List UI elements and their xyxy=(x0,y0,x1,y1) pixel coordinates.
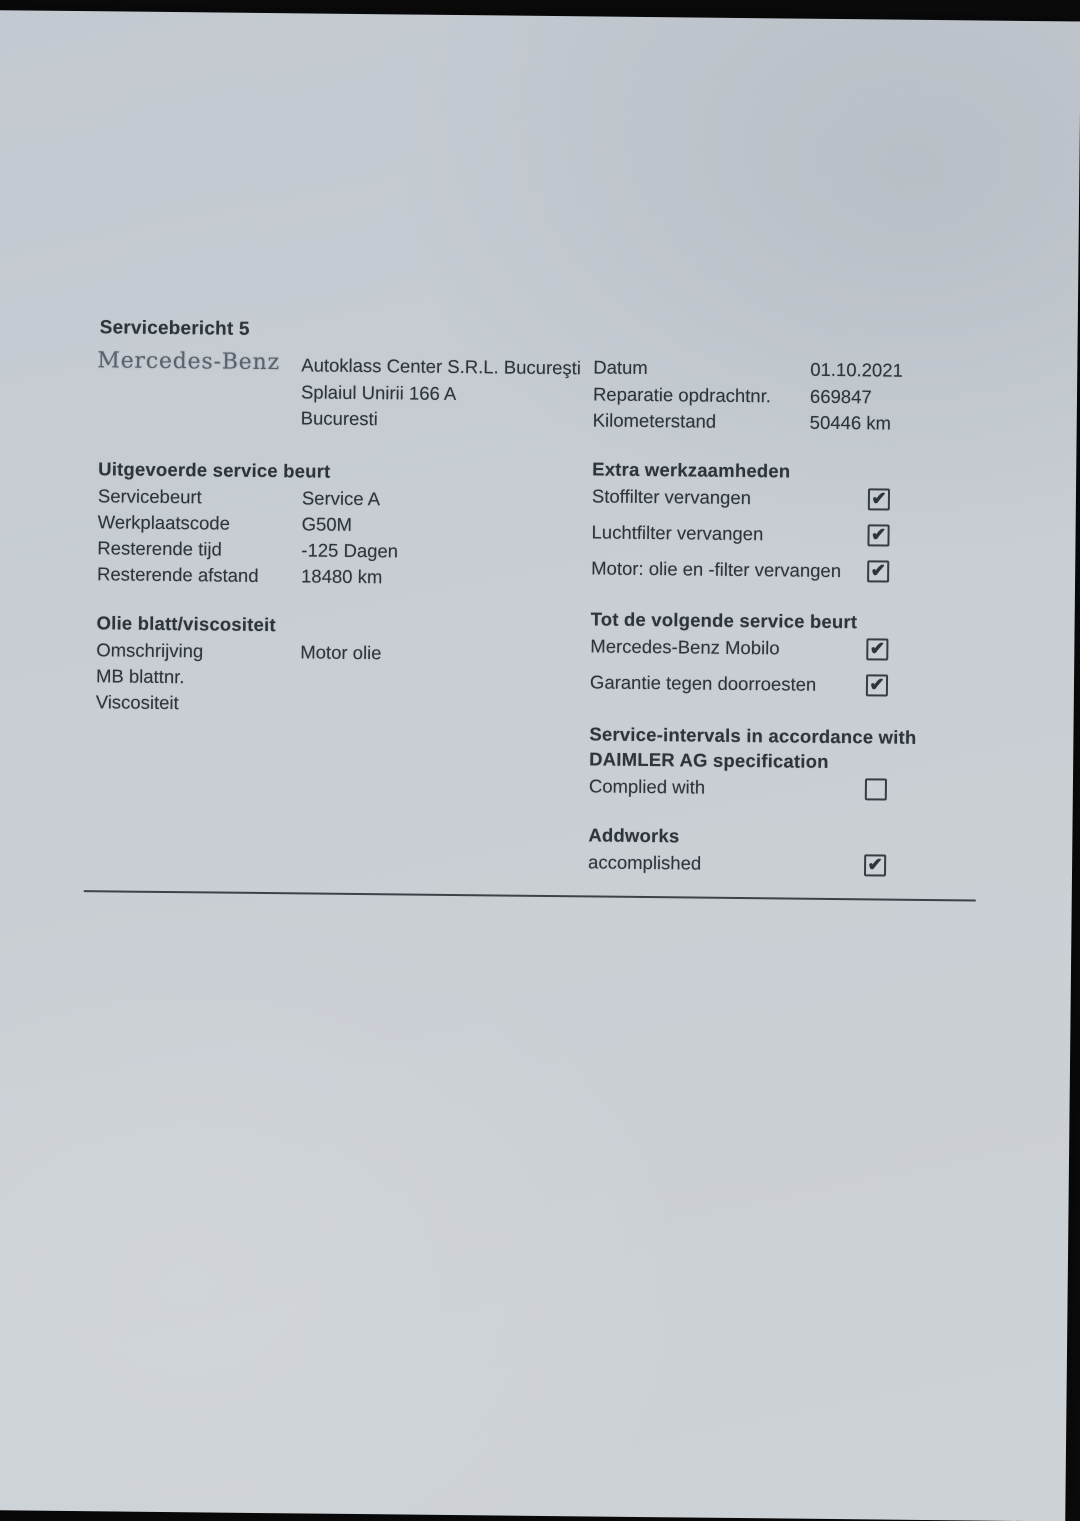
check-row-stoffilter xyxy=(592,483,890,512)
divider-rule xyxy=(84,890,976,901)
kv-value: -125 Dagen xyxy=(301,539,399,562)
check-mark-icon: ✔ xyxy=(867,854,883,875)
section-extra-werkzaamheden xyxy=(591,457,890,594)
check-mark-icon: ✔ xyxy=(871,488,887,509)
section-title: Tot de volgende service beurt xyxy=(590,608,858,633)
meta-label-reparatie-opdrachtnr: Reparatie opdrachtnr. xyxy=(592,382,772,406)
section-service-intervals xyxy=(589,721,917,812)
check-row-accomplished xyxy=(588,849,886,878)
kv-label: Resterende afstand xyxy=(96,563,259,586)
section-title: Extra werkzaamheden xyxy=(592,458,791,482)
check-row-label: Motor: olie en -filter vervangen xyxy=(591,557,842,582)
check-mark-icon: ✔ xyxy=(870,560,886,581)
meta-value-reparatie-opdrachtnr: 669847 xyxy=(809,385,872,407)
section-title: Uitgevoerde service beurt xyxy=(98,458,331,482)
check-row-label: Stoffilter vervangen xyxy=(591,485,752,509)
section-olie-blatt-viscositeit xyxy=(96,611,382,718)
section-addworks xyxy=(588,823,887,888)
paper-sheet xyxy=(0,10,1080,1521)
check-mark-icon: ✔ xyxy=(870,524,887,545)
dealer-street: Splaiul Unirii 166 A xyxy=(300,380,457,404)
check-row-complied-with xyxy=(589,773,887,802)
section-title: Olie blatt/viscositeit xyxy=(96,612,276,636)
checkbox-motor-olie-filter[interactable] xyxy=(867,560,889,582)
check-row-mobilo xyxy=(590,633,888,662)
meta-value-datum: 01.10.2021 xyxy=(810,358,903,381)
check-row-label: Mercedes-Benz Mobilo xyxy=(590,635,780,659)
section-uitgevoerde-service xyxy=(97,457,399,590)
meta-value-kilometerstand: 50446 km xyxy=(809,411,892,434)
dealer-address-block xyxy=(301,352,582,434)
kv-label: Resterende tijd xyxy=(97,537,222,560)
page-title: Servicebericht 5 xyxy=(99,317,250,340)
section-tot-volgende-service xyxy=(590,607,889,708)
check-row-label: accomplished xyxy=(588,851,702,874)
checkbox-stoffilter[interactable] xyxy=(868,488,890,510)
section-title-line1: Service-intervals in accordance with xyxy=(589,723,917,748)
check-row-label: Luchtfilter vervangen xyxy=(591,521,764,545)
kv-value: Service A xyxy=(301,487,381,510)
kv-label: Werkplaatscode xyxy=(97,511,231,534)
checkbox-complied-with[interactable] xyxy=(865,778,887,800)
check-row-garantie-doorroesten xyxy=(590,669,888,698)
kv-value xyxy=(300,665,382,692)
report-meta xyxy=(593,354,903,437)
kv-label: Omschrijving xyxy=(96,639,204,662)
meta-label-kilometerstand: Kilometerstand xyxy=(592,409,717,432)
check-mark-icon: ✔ xyxy=(869,638,886,659)
check-row-luchtfilter xyxy=(591,519,889,548)
check-row-motor-olie-filter xyxy=(591,555,889,584)
kv-value: Motor olie xyxy=(300,641,382,664)
kv-label: Servicebeurt xyxy=(97,485,202,508)
section-title-line2: DAIMLER AG specification xyxy=(589,748,829,772)
dealer-name: Autoklass Center S.R.L. Bucureşti xyxy=(301,354,582,379)
checkbox-mobilo[interactable] xyxy=(866,638,888,660)
section-title: Addworks xyxy=(588,824,680,847)
checkbox-garantie-doorroesten[interactable] xyxy=(866,674,888,696)
mercedes-benz-logo: Mercedes-Benz xyxy=(97,348,281,376)
kv-label: Viscositeit xyxy=(95,691,179,714)
kv-value xyxy=(300,691,382,718)
kv-value: G50M xyxy=(301,513,353,535)
dealer-city: Bucuresti xyxy=(300,407,378,430)
check-row-label: Complied with xyxy=(588,775,706,798)
checkbox-luchtfilter[interactable] xyxy=(867,524,889,546)
checkbox-accomplished[interactable] xyxy=(864,854,886,876)
meta-label-datum: Datum xyxy=(593,356,648,379)
check-mark-icon: ✔ xyxy=(869,674,885,695)
kv-value: 18480 km xyxy=(300,565,383,588)
kv-label: MB blattnr. xyxy=(95,665,185,688)
check-row-label: Garantie tegen doorroesten xyxy=(589,671,817,695)
